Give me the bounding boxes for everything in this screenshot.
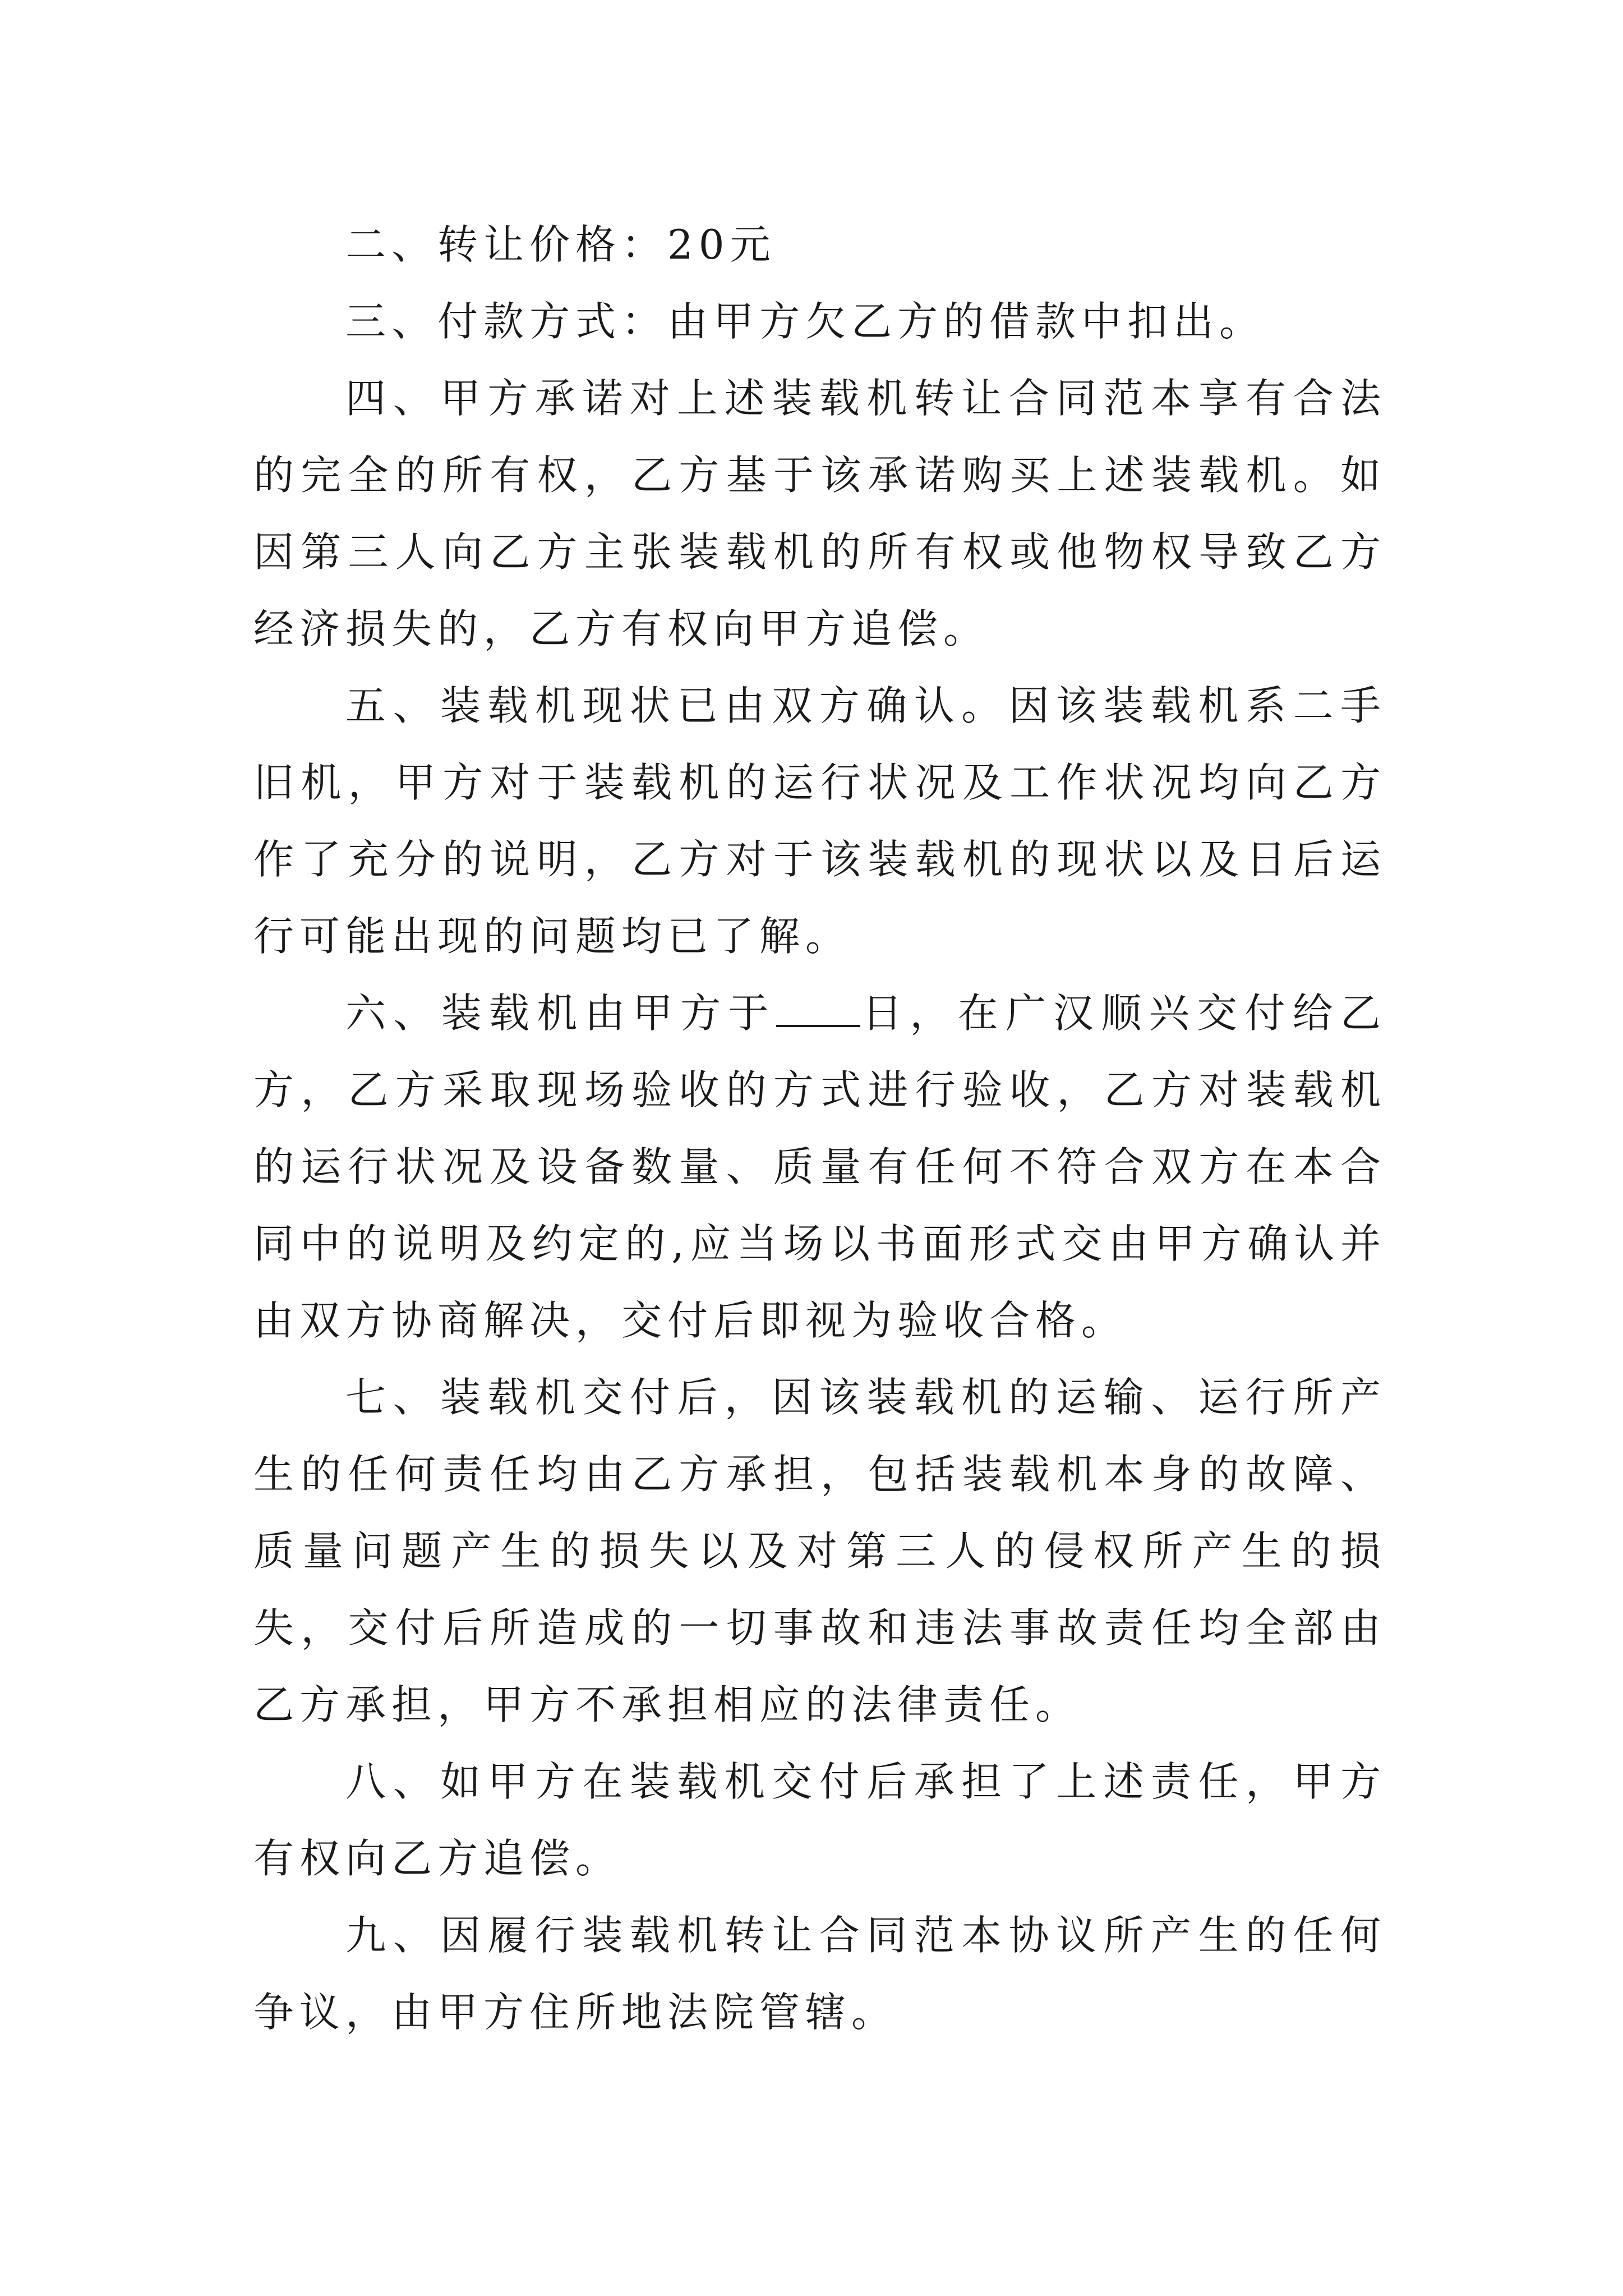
clause-price: 二、转让价格：20元 [345, 221, 776, 268]
clause-ownership-promise: 四、甲方承诺对上述装载机转让合同范本享有合法的完全的所有权，乙方基于该承诺购买上述装载机。如因第三人向乙方主张装载机的所有权或他物权导致乙方经济损失的，乙方有权向甲方追偿。 [253, 375, 1386, 652]
clause-payment-method: 三、付款方式：由甲方欠乙方的借款中扣出。 [345, 298, 1266, 345]
clause-jurisdiction: 九、因履行装载机转让合同范本协议所产生的任何争议，由甲方住所地法院管辖。 [253, 1912, 1386, 2036]
clause-liability-after-delivery: 七、装载机交付后，因该装载机的运输、运行所产生的任何责任均由乙方承担，包括装载机本身的故障、质量问题产生的损失以及对第三人的侵权所产生的损失，交付后所造成的一切事故和违法事故责任均全部由乙方承担，甲方不承担相应的法律责任。 [253, 1374, 1386, 1728]
clause-recourse: 八、如甲方在装载机交付后承担了上述责任，甲方有权向乙方追偿。 [253, 1758, 1386, 1882]
clause-current-condition: 五、装载机现状已由双方确认。因该装载机系二手旧机，甲方对于装载机的运行状况及工作状况均向乙方作了充分的说明，乙方对于该装载机的现状以及日后运行可能出现的问题均已了解。 [253, 682, 1386, 960]
date-blank-line [776, 989, 860, 1027]
clause-delivery [253, 975, 1386, 1359]
delivery-text-after: 日，在广汉顺兴交付给乙方，乙方采取现场验收的方式进行验收，乙方对装载机的运行状况及设备数量、质量有任何不符合双方在本合同中的说明及约定的,应当场以书面形式交由甲方确认并由双方协商解决，交付后即视为验收合格。 [253, 990, 1386, 1344]
contract-body [253, 206, 1386, 2051]
delivery-text-before: 六、装载机由甲方于 [345, 990, 776, 1037]
